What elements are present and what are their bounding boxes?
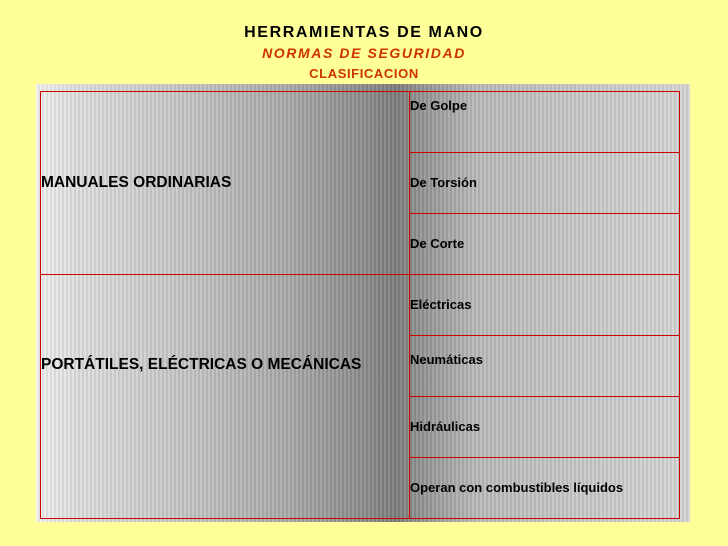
subtype-cell: [410, 336, 680, 397]
subtype-cell: [410, 92, 680, 153]
subtype-cell: [410, 153, 680, 214]
category-cell-manuales: [41, 92, 410, 275]
subtype-label: Neumáticas: [410, 352, 483, 368]
category-label: PORTÁTILES, ELÉCTRICAS O MECÁNICAS: [41, 356, 362, 373]
subtype-cell: [410, 458, 680, 519]
section-heading: CLASIFICACION: [309, 66, 419, 81]
subtype-label: De Torsión: [410, 175, 477, 191]
slide-subtitle: NORMAS DE SEGURIDAD: [262, 45, 466, 61]
subtype-label: Operan con combustibles líquidos: [410, 480, 624, 496]
subtype-label: De Golpe: [410, 98, 468, 114]
classification-table: [40, 91, 680, 519]
category-cell-portatiles: [41, 275, 410, 519]
slide-title: HERRAMIENTAS DE MANO: [244, 24, 484, 41]
table-row: [41, 92, 680, 153]
subtype-cell: [410, 214, 680, 275]
subtype-cell: [410, 397, 680, 458]
category-label: MANUALES ORDINARIAS: [41, 173, 232, 191]
subtype-label: Hidráulicas: [410, 419, 481, 435]
subtype-label: De Corte: [410, 236, 465, 252]
subtype-cell: [410, 275, 680, 336]
subtype-label: Eléctricas: [410, 297, 472, 313]
table-row: [41, 275, 680, 336]
